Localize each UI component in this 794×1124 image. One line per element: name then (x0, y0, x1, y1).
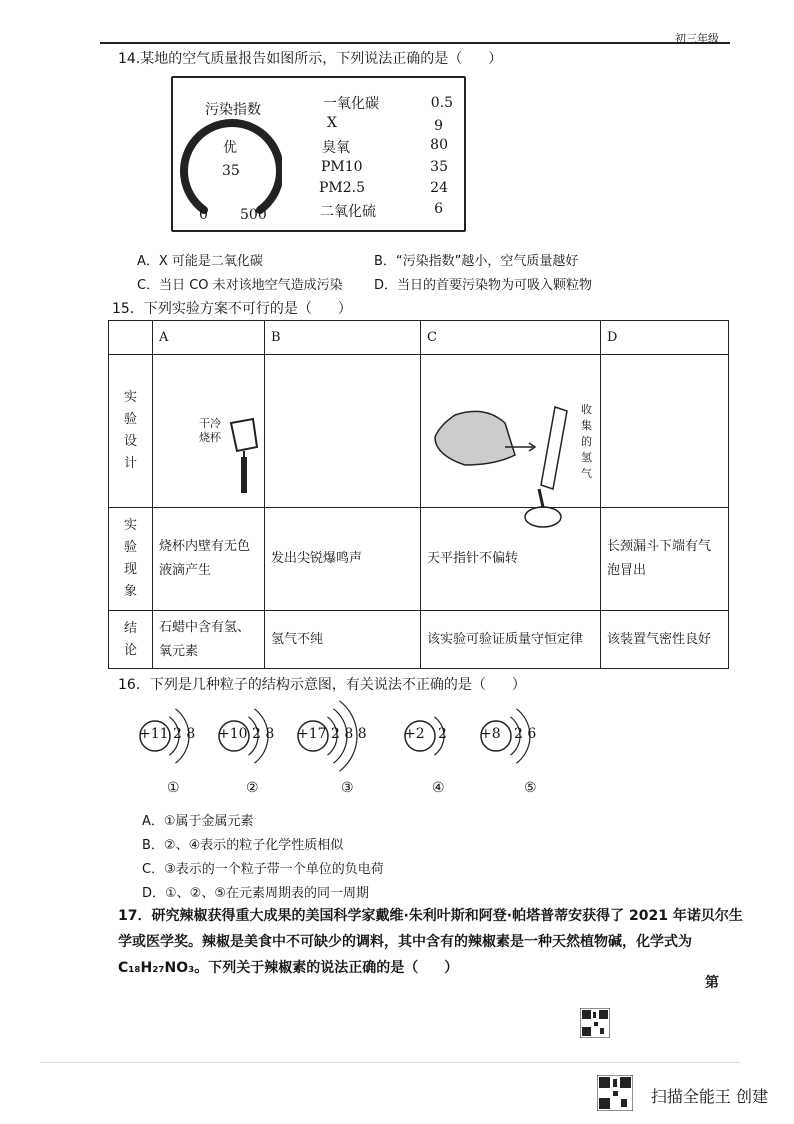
table-header (109, 321, 153, 355)
gauge-value: 35 (222, 163, 240, 179)
experiment-table (108, 320, 729, 669)
nucleus-charge: +2 (404, 726, 425, 742)
table-row (109, 611, 729, 669)
q16-option-a: A．①属于金属元素 (142, 814, 254, 829)
pollutant-name: 臭氧 (322, 140, 350, 156)
particle-label: ④ (432, 780, 445, 796)
row-label-text: 实验设计 (123, 390, 137, 471)
q14-stem (118, 48, 502, 68)
row-label-design (109, 355, 153, 508)
pollutant-name: PM10 (321, 159, 363, 175)
q17-line-3 (118, 954, 458, 982)
nucleus-charge: +11 (139, 726, 169, 742)
gauge-title: 污染指数 (205, 102, 261, 118)
conclusion-b: 氢气不纯 (265, 611, 421, 669)
q16-option-d: D．①、②、⑤在元素周期表的同一周期 (142, 886, 369, 901)
q15-stem (112, 298, 352, 318)
design-cell-d (601, 355, 729, 508)
phenomenon-a: 烧杯内壁有无色液滴产生 (153, 508, 265, 611)
phenomenon-c: 天平指针不偏转 (421, 508, 601, 611)
pollutant-name: PM2.5 (319, 180, 366, 196)
pollutant-value: 24 (430, 180, 448, 196)
q14-text: 某地的空气质量报告如图所示，下列说法正确的是（ (140, 51, 463, 67)
table-header: C (421, 321, 601, 355)
table-header: D (601, 321, 729, 355)
pollutant-name: 二氧化硫 (320, 204, 376, 220)
pollutant-value: 35 (430, 159, 448, 175)
electron-counts: 2 8 8 (331, 726, 367, 742)
phenomenon-b: 发出尖锐爆鸣声 (265, 508, 421, 611)
q14-option-a: A．X 可能是二氧化碳 (137, 254, 263, 269)
q15-text: 15．下列实验方案不可行的是（ (112, 301, 312, 317)
pollutant-value: 9 (434, 118, 443, 134)
q14-paren-end: ） (488, 51, 503, 67)
conclusion-c: 该实验可验证质量守恒定律 (421, 611, 601, 669)
scanner-qr-logo-icon (597, 1075, 633, 1111)
pollutant-value: 0.5 (430, 95, 453, 111)
q16-text: 16．下列是几种粒子的结构示意图，有关说法不正确的是（ (118, 677, 486, 693)
q16-stem (118, 674, 526, 694)
q14-number: 14. (118, 51, 141, 67)
row-label-conclusion (109, 611, 153, 669)
q16-paren-end: ） (511, 677, 526, 693)
q17-line-2: 学或医学奖。辣椒是美食中不可缺少的调料，其中含有的辣椒素是一种天然植物碱，化学式为 (118, 934, 692, 950)
row-label-phenomena (109, 508, 153, 611)
particle-label: ① (167, 780, 180, 796)
q17-line-1: 17．研究辣椒获得重大成果的美国科学家戴维·朱利叶斯和阿登·帕塔普蒂安获得了 2021 年诺贝尔生 (118, 908, 743, 924)
table-row (109, 355, 729, 508)
particle-label: ② (246, 780, 259, 796)
nucleus-charge: +8 (480, 726, 501, 742)
table-header-row (109, 321, 729, 355)
design-cell-b (265, 355, 592, 508)
nucleus-charge: +10 (218, 726, 248, 742)
pollutant-value: 80 (430, 137, 448, 153)
q15-paren-end: ） (337, 301, 352, 317)
table-row (109, 508, 729, 611)
beaker-candle-illustration (223, 415, 263, 505)
electron-counts: 2 (438, 726, 447, 742)
q16-option-c: C．③表示的一个粒子带一个单位的负电荷 (142, 862, 384, 877)
grade-tag: 初三年级 (675, 32, 719, 45)
design-cell-a (153, 355, 265, 508)
electron-counts: 2 8 (252, 726, 275, 742)
gauge-max: 500 (240, 207, 267, 223)
nucleus-charge: +17 (297, 726, 327, 742)
table-header: B (265, 321, 421, 355)
q17-line-3-text: C₁₈H₂₇NO₃。下列关于辣椒素的说法正确的是（ (118, 960, 419, 976)
electron-counts: 2 6 (514, 726, 537, 742)
particle-label: ③ (341, 780, 354, 796)
conclusion-a: 石蜡中含有氢、氧元素 (153, 611, 265, 669)
electron-counts: 2 8 (173, 726, 196, 742)
design-label: 烧杯 (199, 431, 221, 444)
design-label: 收集的氢气 (581, 403, 592, 480)
particle-label: ⑤ (524, 780, 537, 796)
pollutant-value: 6 (434, 201, 443, 217)
row-label-text: 实验现象 (123, 518, 137, 599)
q14-option-d: D．当日的首要污染物为可吸入颗粒物 (374, 278, 593, 293)
qr-code-icon (580, 1008, 610, 1038)
conclusion-d: 该装置气密性良好 (601, 611, 729, 669)
phenomenon-d: 长颈漏斗下端有气泡冒出 (601, 508, 729, 611)
design-label: 干冷 (199, 417, 221, 430)
q14-option-c: C．当日 CO 未对该地空气造成污染 (137, 278, 343, 293)
pollutant-name: X (327, 115, 337, 131)
pollutant-name: 一氧化碳 (323, 96, 379, 112)
scanner-brand: 扫描全能王 创建 (650, 1087, 768, 1106)
gauge-min: 0 (199, 207, 208, 223)
gauge-level: 优 (223, 140, 237, 156)
page-number-mark: 第 (705, 975, 719, 991)
q16-option-b: B．②、④表示的粒子化学性质相似 (142, 838, 344, 853)
design-cell-c (421, 355, 601, 508)
table-header: A (153, 321, 265, 355)
scan-edge-line (40, 1062, 740, 1063)
header-rule (100, 42, 730, 44)
q17-paren-end: ） (444, 960, 459, 976)
q14-option-b: B．“污染指数”越小，空气质量越好 (374, 254, 579, 269)
row-label-text: 结论 (123, 620, 137, 658)
